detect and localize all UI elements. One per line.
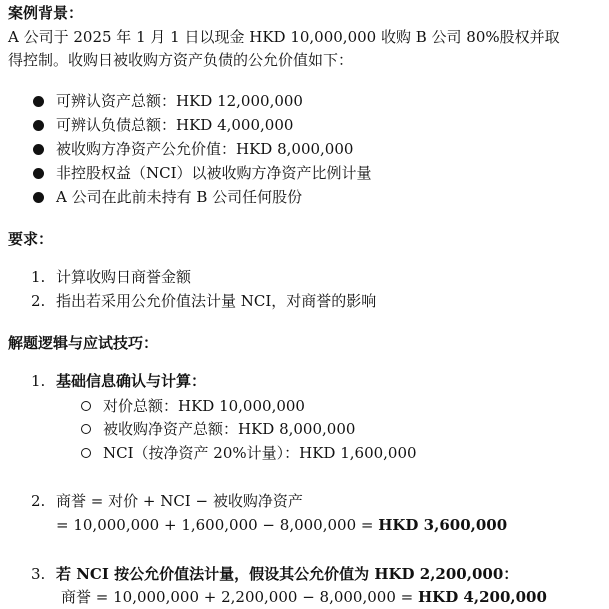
requirement-number-1: 1.	[31, 268, 46, 286]
step-number-3: 3.	[31, 565, 46, 583]
step-3-title: 若 NCI 按公允价值法计量，假设其公允价值为 HKD 2,200,000：	[56, 565, 519, 583]
background-bullet-3: 被收购方净资产公允价值：HKD 8,000,000	[56, 140, 354, 158]
circle-bullet	[81, 401, 91, 411]
bullet-dot	[33, 120, 44, 131]
bullet-dot	[33, 168, 44, 179]
background-bullet-2: 可辨认负债总额：HKD 4,000,000	[56, 116, 294, 134]
background-paragraph-line-2: 得控制。收购日被收购方资产负债的公允价值如下：	[8, 51, 354, 69]
background-bullet-4: 非控股权益（NCI）以被收购方净资产比例计量	[56, 164, 372, 182]
bullet-dot	[33, 192, 44, 203]
step-2-calculation	[56, 515, 507, 535]
bullet-dot	[33, 144, 44, 155]
step-number-1: 1.	[31, 372, 46, 390]
step-1-item-1: 对价总额：HKD 10,000,000	[103, 397, 305, 415]
circle-bullet	[81, 448, 91, 458]
step-number-2: 2.	[31, 492, 46, 510]
background-paragraph-line-1: A 公司于 2025 年 1 月 1 日以现金 HKD 10,000,000 收购 B 公司 80%股权并取	[8, 28, 560, 46]
step-2-calc-text: = 10,000,000 + 1,600,000 − 8,000,000 =	[56, 516, 379, 534]
background-heading: 案例背景：	[8, 4, 84, 22]
requirement-item-1: 计算收购日商誉金额	[56, 268, 192, 286]
background-bullet-1: 可辨认资产总额：HKD 12,000,000	[56, 92, 303, 110]
bullet-dot	[33, 96, 44, 107]
step-2-result: HKD 3,600,000	[378, 516, 508, 534]
step-1-item-2: 被收购净资产总额：HKD 8,000,000	[103, 420, 356, 438]
step-1-title: 基础信息确认与计算：	[56, 372, 207, 390]
step-2-formula: 商誉 = 对价 + NCI − 被收购净资产	[56, 492, 303, 510]
solution-heading: 解题逻辑与应试技巧：	[8, 334, 159, 352]
step-1-item-3: NCI（按净资产 20%计量）：HKD 1,600,000	[103, 444, 417, 462]
requirements-heading: 要求：	[8, 230, 54, 248]
circle-bullet	[81, 424, 91, 434]
step-3-result: HKD 4,200,000	[417, 588, 547, 606]
requirement-item-2: 指出若采用公允价值法计量 NCI，对商誉的影响	[56, 292, 377, 310]
step-3-calc-text: 商誉 = 10,000,000 + 2,200,000 − 8,000,000 =	[61, 588, 418, 606]
background-bullet-5: A 公司在此前未持有 B 公司任何股份	[56, 188, 303, 206]
step-3-calculation	[61, 587, 547, 607]
requirement-number-2: 2.	[31, 292, 46, 310]
